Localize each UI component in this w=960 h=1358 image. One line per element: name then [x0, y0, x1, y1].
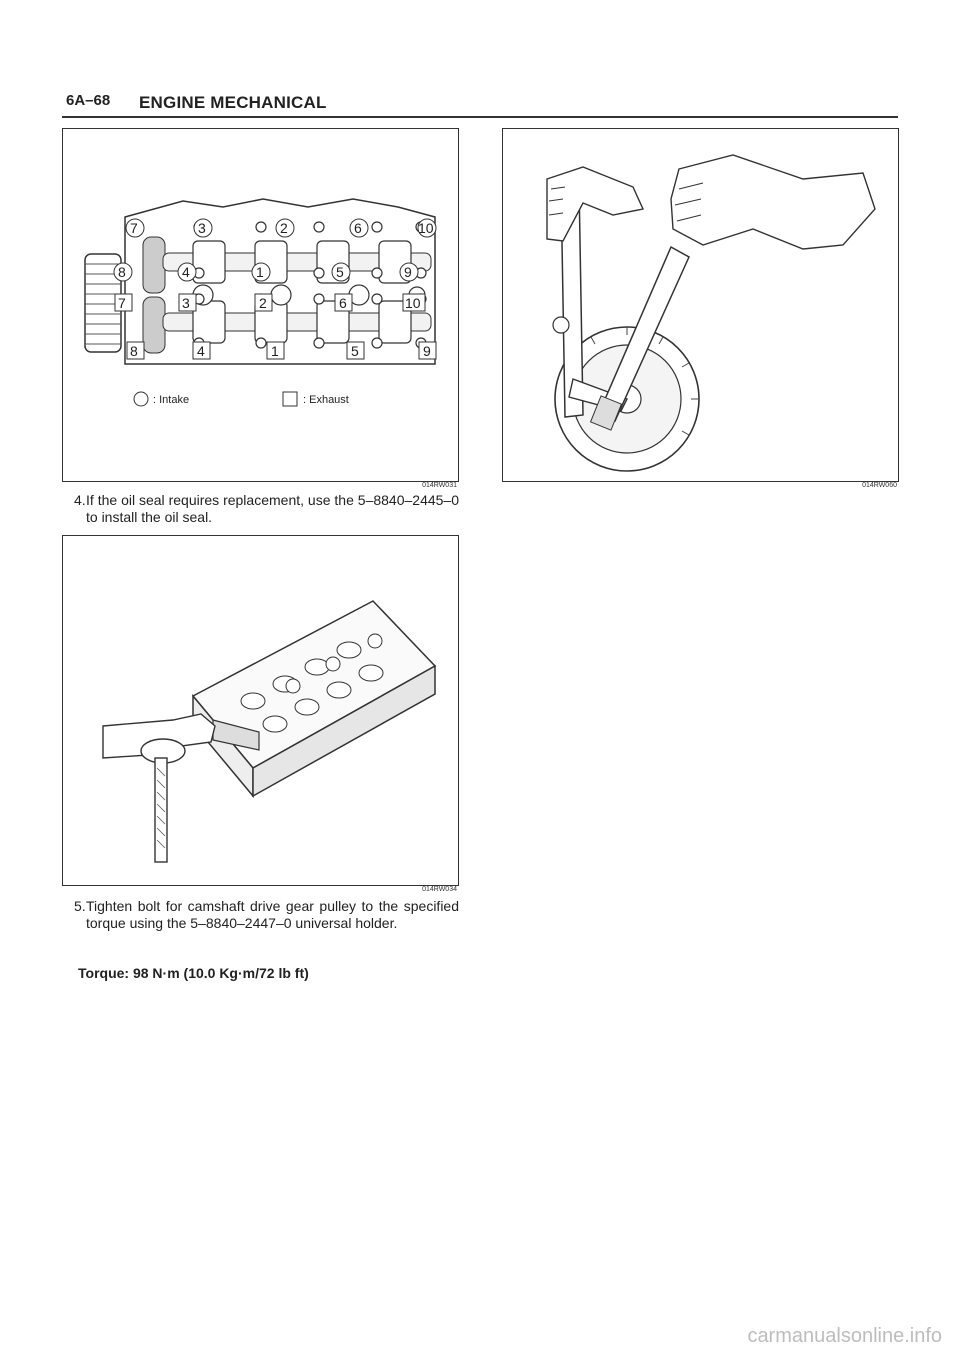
bolt-label: 1 [256, 264, 264, 280]
bolt-label: 4 [197, 343, 205, 359]
bolt-label: 7 [130, 220, 138, 236]
bolt-label: 4 [182, 264, 190, 280]
bolt-label: 10 [405, 295, 421, 311]
bolt-label: 7 [118, 295, 126, 311]
figure-code: 014RW060 [862, 482, 897, 489]
bolt-label: 9 [404, 264, 412, 280]
exhaust-square-icon [283, 392, 297, 406]
watermark: carmanualsonline.info [747, 1325, 942, 1347]
step-text: If the oil seal requires replacement, use the 5–8840–2445–0 to install the oil seal. [86, 492, 459, 525]
bolt-label: 8 [118, 264, 126, 280]
bolt-label: 10 [418, 220, 434, 236]
step-5 [74, 898, 459, 932]
universal-holder-illustration [503, 129, 898, 481]
step-number: 4. [74, 492, 86, 508]
page-number: 6A–68 [66, 92, 111, 109]
section-title: ENGINE MECHANICAL [139, 93, 327, 112]
bolt-label: 2 [259, 295, 267, 311]
cylinder-head-top-view-illustration [63, 129, 458, 481]
bolt-label: 9 [423, 343, 431, 359]
figure-camshaft-bolt-sequence [62, 128, 459, 482]
bolt-label: 6 [354, 220, 362, 236]
legend-exhaust: : Exhaust [303, 394, 349, 406]
figure-code: 014RW031 [422, 482, 457, 489]
oil-seal-installer-illustration [63, 536, 458, 885]
bolt-label: 1 [271, 343, 279, 359]
legend [134, 392, 349, 406]
figure-oil-seal-install [62, 535, 459, 886]
bolt-label: 5 [351, 343, 359, 359]
legend-intake: : Intake [153, 394, 190, 406]
step-text: Tighten bolt for camshaft drive gear pulley to the specified torque using the 5–8840–2447–0 universal holder. [86, 898, 459, 931]
bolt-label: 5 [336, 264, 344, 280]
figure-code: 014RW034 [422, 886, 457, 893]
bolt-label: 2 [280, 220, 288, 236]
bolt-label: 3 [198, 220, 206, 236]
bolt-label: 8 [130, 343, 138, 359]
header-rule [62, 116, 898, 118]
figure-universal-holder [502, 128, 899, 482]
intake-circle-icon [134, 392, 148, 406]
step-number: 5. [74, 898, 86, 914]
step-4 [74, 492, 459, 526]
bolt-label: 3 [182, 295, 190, 311]
torque-spec: Torque: 98 N·m (10.0 Kg·m/72 lb ft) [78, 965, 309, 981]
bolt-label: 6 [339, 295, 347, 311]
